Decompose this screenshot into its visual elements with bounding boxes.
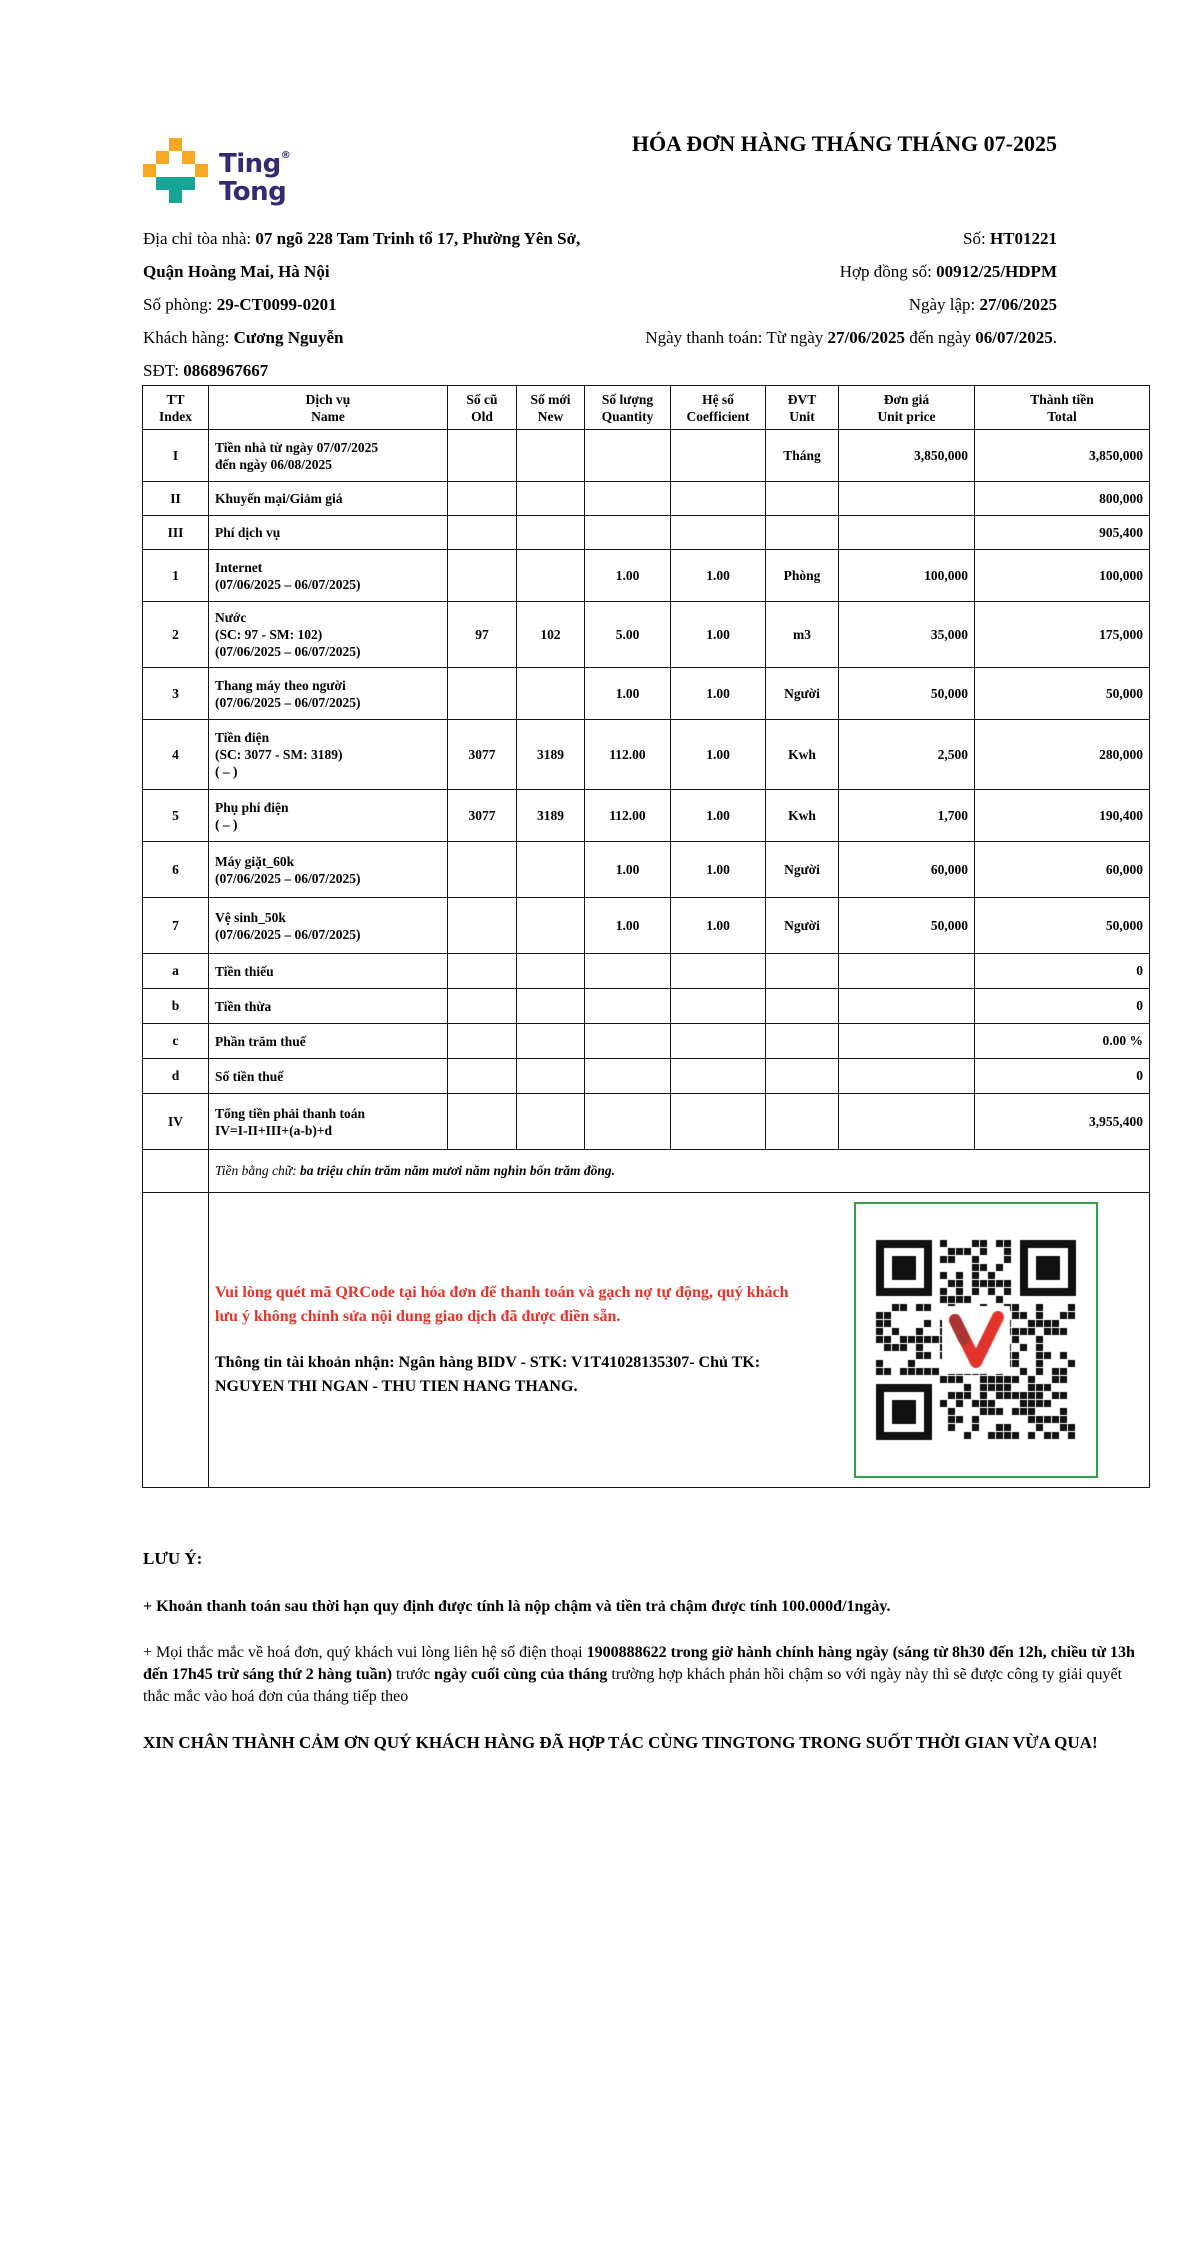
table-cell: 0 bbox=[975, 1059, 1150, 1094]
table-cell bbox=[517, 1024, 585, 1059]
footer-notes bbox=[143, 1548, 1151, 1754]
table-cell bbox=[448, 842, 517, 898]
table-cell: 3,850,000 bbox=[975, 430, 1150, 482]
invoice-meta-block bbox=[577, 222, 1057, 354]
table-row bbox=[143, 842, 1150, 898]
table-header-cell: Dịch vụ Name bbox=[209, 386, 448, 430]
table-cell bbox=[766, 1059, 839, 1094]
table-cell: III bbox=[143, 516, 209, 550]
table-header-cell: Thành tiền Total bbox=[975, 386, 1150, 430]
table-cell: Kwh bbox=[766, 720, 839, 790]
table-header-cell: Số lượng Quantity bbox=[585, 386, 671, 430]
table-row bbox=[143, 1024, 1150, 1059]
table-header-cell: Số mới New bbox=[517, 386, 585, 430]
table-cell: 112.00 bbox=[585, 790, 671, 842]
table-cell bbox=[585, 954, 671, 989]
table-cell: 3,850,000 bbox=[839, 430, 975, 482]
table-cell: 50,000 bbox=[839, 668, 975, 720]
amount-in-words: Tiền bằng chữ: ba triệu chín trăm năm mươi năm nghìn bốn trăm đồng. bbox=[209, 1150, 1150, 1193]
table-cell: 7 bbox=[143, 898, 209, 954]
table-cell: 4 bbox=[143, 720, 209, 790]
table-cell: 50,000 bbox=[975, 668, 1150, 720]
table-cell: 175,000 bbox=[975, 602, 1150, 668]
table-cell: 1 bbox=[143, 550, 209, 602]
table-cell: Internet (07/06/2025 – 06/07/2025) bbox=[209, 550, 448, 602]
table-cell bbox=[671, 954, 766, 989]
table-cell: Máy giặt_60k (07/06/2025 – 06/07/2025) bbox=[209, 842, 448, 898]
table-cell: Phụ phí điện ( – ) bbox=[209, 790, 448, 842]
phone-number: SĐT: 0868967667 bbox=[143, 361, 269, 380]
table-row bbox=[143, 482, 1150, 516]
table-cell: 2,500 bbox=[839, 720, 975, 790]
table-cell bbox=[766, 482, 839, 516]
registered-mark: ® bbox=[280, 150, 291, 161]
table-cell: Số tiền thuế bbox=[209, 1059, 448, 1094]
table-header-cell: ĐVT Unit bbox=[766, 386, 839, 430]
qr-code-frame bbox=[854, 1202, 1098, 1478]
table-cell: 3077 bbox=[448, 790, 517, 842]
table-cell: 1.00 bbox=[585, 668, 671, 720]
table-cell bbox=[517, 550, 585, 602]
table-cell bbox=[839, 1024, 975, 1059]
table-cell: Tiền thừa bbox=[209, 989, 448, 1024]
table-cell: 1,700 bbox=[839, 790, 975, 842]
table-cell: 3189 bbox=[517, 790, 585, 842]
table-row bbox=[143, 430, 1150, 482]
table-row bbox=[143, 989, 1150, 1024]
table-cell: 50,000 bbox=[975, 898, 1150, 954]
table-cell: b bbox=[143, 989, 209, 1024]
table-cell: Tiền thiếu bbox=[209, 954, 448, 989]
table-cell bbox=[517, 898, 585, 954]
invoice-number: Số: HT01221 bbox=[963, 229, 1057, 248]
table-cell bbox=[839, 516, 975, 550]
table-cell bbox=[585, 430, 671, 482]
table-cell: 0.00 % bbox=[975, 1024, 1150, 1059]
table-cell: 1.00 bbox=[585, 550, 671, 602]
payment-qr-row bbox=[143, 1193, 1150, 1488]
table-cell bbox=[448, 1094, 517, 1150]
table-cell: IV bbox=[143, 1094, 209, 1150]
table-cell: 1.00 bbox=[671, 790, 766, 842]
table-cell: 3077 bbox=[448, 720, 517, 790]
table-cell: 6 bbox=[143, 842, 209, 898]
table-header-cell: TT Index bbox=[143, 386, 209, 430]
table-cell: Người bbox=[766, 842, 839, 898]
brand-logo bbox=[143, 138, 290, 206]
table-cell bbox=[517, 954, 585, 989]
table-cell: 3 bbox=[143, 668, 209, 720]
invoice-title: HÓA ĐƠN HÀNG THÁNG THÁNG 07-2025 bbox=[631, 131, 1057, 156]
table-cell bbox=[585, 989, 671, 1024]
table-cell bbox=[448, 898, 517, 954]
hotline-note: + Mọi thắc mắc về hoá đơn, quý khách vui lòng liên hệ số điện thoại 1900888622 trong giờ hành chính hàng ngày (sáng từ 8h30 đến 12h, chiều từ 13h đến 17h45 trừ sáng thứ 2 hàng tuần) trước ngày cuối cùng của tháng trường hợp khách phản hồi chậm so với ngày này thì sẽ được công ty giải quyết thắc mắc vào hoá đơn của tháng tiếp theo bbox=[143, 1644, 1135, 1705]
table-cell bbox=[517, 1059, 585, 1094]
table-cell bbox=[517, 516, 585, 550]
table-cell: Người bbox=[766, 668, 839, 720]
table-cell: Khuyến mại/Giảm giá bbox=[209, 482, 448, 516]
table-cell: 280,000 bbox=[975, 720, 1150, 790]
table-cell bbox=[517, 482, 585, 516]
table-cell bbox=[517, 1094, 585, 1150]
table-cell: 905,400 bbox=[975, 516, 1150, 550]
table-cell: 50,000 bbox=[839, 898, 975, 954]
table-cell: 1.00 bbox=[671, 602, 766, 668]
qr-payment-note: Vui lòng quét mã QRCode tại hóa đơn để thanh toán và gạch nợ tự động, quý khách lưu ý không chỉnh sửa nội dung giao dịch đã được điền sẵn. bbox=[215, 1284, 789, 1325]
table-cell bbox=[766, 1094, 839, 1150]
table-cell bbox=[517, 668, 585, 720]
table-cell: 5 bbox=[143, 790, 209, 842]
table-cell: 1.00 bbox=[671, 720, 766, 790]
table-cell: I bbox=[143, 430, 209, 482]
table-cell: II bbox=[143, 482, 209, 516]
table-row bbox=[143, 668, 1150, 720]
table-cell: Người bbox=[766, 898, 839, 954]
table-cell bbox=[517, 989, 585, 1024]
table-cell bbox=[671, 516, 766, 550]
table-cell bbox=[671, 1094, 766, 1150]
table-cell bbox=[585, 1024, 671, 1059]
thanks-message: XIN CHÂN THÀNH CẢM ƠN QUÝ KHÁCH HÀNG ĐÃ HỢP TÁC CÙNG TINGTONG TRONG SUỐT THỜI GIAN VỪA QUA! bbox=[143, 1733, 1098, 1752]
table-cell: 1.00 bbox=[671, 668, 766, 720]
table-cell: 3,955,400 bbox=[975, 1094, 1150, 1150]
table-cell bbox=[517, 842, 585, 898]
table-cell: 1.00 bbox=[585, 842, 671, 898]
table-cell: Phần trăm thuế bbox=[209, 1024, 448, 1059]
table-cell bbox=[585, 1059, 671, 1094]
table-row bbox=[143, 1094, 1150, 1150]
table-cell: Tiền điện (SC: 3077 - SM: 3189) ( – ) bbox=[209, 720, 448, 790]
table-cell bbox=[839, 1059, 975, 1094]
table-cell: Tiền nhà từ ngày 07/07/2025 đến ngày 06/08/2025 bbox=[209, 430, 448, 482]
table-cell bbox=[839, 1094, 975, 1150]
table-cell bbox=[766, 989, 839, 1024]
table-cell: Phí dịch vụ bbox=[209, 516, 448, 550]
brand-name: Ting® Tong bbox=[219, 149, 291, 207]
table-cell bbox=[448, 954, 517, 989]
notes-heading: LƯU Ý: bbox=[143, 1549, 203, 1568]
table-cell: 102 bbox=[517, 602, 585, 668]
table-cell bbox=[448, 550, 517, 602]
table-row bbox=[143, 898, 1150, 954]
table-row bbox=[143, 602, 1150, 668]
table-cell: 1.00 bbox=[671, 550, 766, 602]
table-cell bbox=[448, 1024, 517, 1059]
table-cell: Phòng bbox=[766, 550, 839, 602]
table-cell bbox=[671, 1059, 766, 1094]
late-payment-note: + Khoản thanh toán sau thời hạn quy định được tính là nộp chậm và tiền trả chậm được tính 100.000đ/1ngày. bbox=[143, 1598, 891, 1615]
table-cell bbox=[766, 1024, 839, 1059]
table-cell: 35,000 bbox=[839, 602, 975, 668]
amount-in-words-row bbox=[143, 1150, 1150, 1193]
table-cell: 60,000 bbox=[975, 842, 1150, 898]
table-cell: m3 bbox=[766, 602, 839, 668]
table-cell: 800,000 bbox=[975, 482, 1150, 516]
table-cell: 112.00 bbox=[585, 720, 671, 790]
table-cell: Tổng tiền phải thanh toán IV=I-II+III+(a-b)+d bbox=[209, 1094, 448, 1150]
table-cell: 100,000 bbox=[839, 550, 975, 602]
table-row bbox=[143, 1059, 1150, 1094]
table-cell bbox=[839, 954, 975, 989]
table-cell bbox=[671, 989, 766, 1024]
table-header-cell: Đơn giá Unit price bbox=[839, 386, 975, 430]
table-cell: c bbox=[143, 1024, 209, 1059]
table-cell bbox=[585, 1094, 671, 1150]
table-cell bbox=[671, 1024, 766, 1059]
table-cell: 60,000 bbox=[839, 842, 975, 898]
table-cell bbox=[766, 954, 839, 989]
table-cell bbox=[448, 989, 517, 1024]
table-cell: Nước (SC: 97 - SM: 102) (07/06/2025 – 06/07/2025) bbox=[209, 602, 448, 668]
table-cell: 1.00 bbox=[671, 842, 766, 898]
customer-name: Khách hàng: Cương Nguyễn bbox=[143, 328, 344, 347]
table-cell: 1.00 bbox=[671, 898, 766, 954]
table-cell: Kwh bbox=[766, 790, 839, 842]
issue-date: Ngày lập: 27/06/2025 bbox=[908, 295, 1057, 314]
table-cell: Tháng bbox=[766, 430, 839, 482]
table-cell: 1.00 bbox=[585, 898, 671, 954]
table-cell bbox=[766, 516, 839, 550]
table-cell: Thang máy theo người (07/06/2025 – 06/07/2025) bbox=[209, 668, 448, 720]
bank-account-info: Thông tin tài khoản nhận: Ngân hàng BIDV - STK: V1T41028135307- Chủ TK: NGUYEN THI NGAN - THU TIEN HANG THANG. bbox=[215, 1354, 761, 1395]
table-cell bbox=[448, 482, 517, 516]
table-cell: 0 bbox=[975, 954, 1150, 989]
table-cell: a bbox=[143, 954, 209, 989]
table-cell bbox=[448, 516, 517, 550]
customer-info-block bbox=[143, 222, 623, 387]
invoice-table bbox=[142, 385, 1150, 1488]
table-cell bbox=[448, 1059, 517, 1094]
table-row bbox=[143, 550, 1150, 602]
table-cell bbox=[517, 430, 585, 482]
table-cell: Vệ sinh_50k (07/06/2025 – 06/07/2025) bbox=[209, 898, 448, 954]
room-number: Số phòng: 29-CT0099-0201 bbox=[143, 295, 337, 314]
tingtong-logo-icon bbox=[143, 138, 208, 203]
payment-period: Ngày thanh toán: Từ ngày 27/06/2025 đến ngày 06/07/2025. bbox=[645, 328, 1057, 347]
table-header-row bbox=[143, 386, 1150, 430]
payment-instructions bbox=[215, 1281, 807, 1399]
table-cell: 0 bbox=[975, 989, 1150, 1024]
table-cell bbox=[585, 482, 671, 516]
table-cell bbox=[671, 430, 766, 482]
payment-qr-code bbox=[870, 1220, 1082, 1460]
contract-number: Hợp đồng số: 00912/25/HDPM bbox=[839, 262, 1057, 281]
table-row bbox=[143, 954, 1150, 989]
table-cell bbox=[448, 430, 517, 482]
table-row bbox=[143, 790, 1150, 842]
table-cell bbox=[671, 482, 766, 516]
table-header-cell: Số cũ Old bbox=[448, 386, 517, 430]
table-cell: 2 bbox=[143, 602, 209, 668]
table-cell: 3189 bbox=[517, 720, 585, 790]
table-cell bbox=[585, 516, 671, 550]
table-cell: 190,400 bbox=[975, 790, 1150, 842]
table-row bbox=[143, 516, 1150, 550]
table-cell bbox=[839, 482, 975, 516]
table-row bbox=[143, 720, 1150, 790]
table-cell bbox=[448, 668, 517, 720]
table-cell: 5.00 bbox=[585, 602, 671, 668]
table-cell: 100,000 bbox=[975, 550, 1150, 602]
table-cell bbox=[839, 989, 975, 1024]
building-address: Địa chỉ tòa nhà: 07 ngõ 228 Tam Trinh tổ 17, Phường Yên Sở, Quận Hoàng Mai, Hà Nội bbox=[143, 229, 581, 281]
table-cell: 97 bbox=[448, 602, 517, 668]
table-cell: d bbox=[143, 1059, 209, 1094]
table-header-cell: Hệ số Coefficient bbox=[671, 386, 766, 430]
